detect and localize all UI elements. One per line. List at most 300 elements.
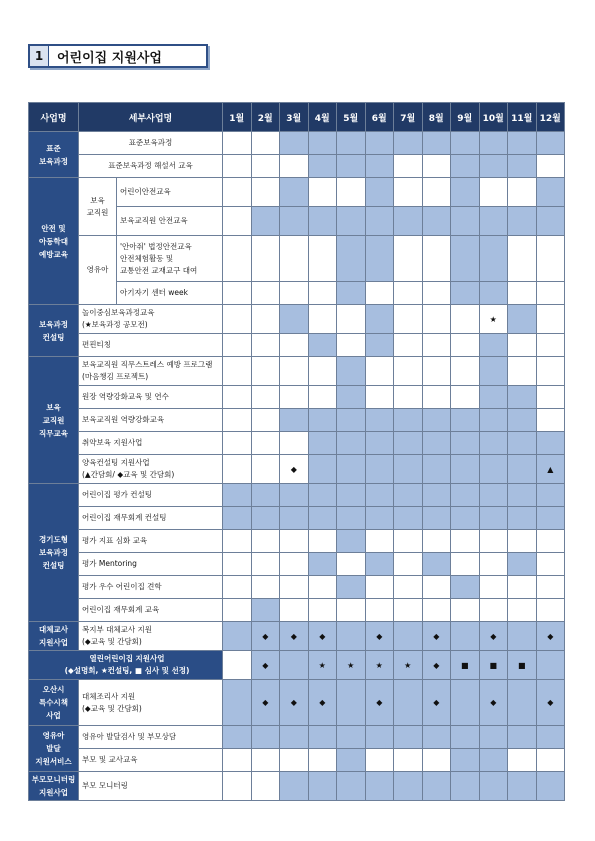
detail-cell: 표준보육과정 해설서 교육	[79, 155, 223, 178]
month-cell	[280, 622, 309, 651]
month-cell	[251, 772, 280, 801]
schedule-mark: ◆	[547, 631, 554, 641]
month-cell	[536, 772, 565, 801]
month-cell	[536, 207, 565, 236]
header-month: 1월	[223, 103, 252, 132]
month-cell	[308, 726, 337, 749]
month-cell	[280, 726, 309, 749]
schedule-mark: ◆	[376, 631, 383, 641]
header-row	[29, 103, 565, 132]
month-cell	[394, 680, 423, 726]
month-cell	[251, 357, 280, 386]
month-cell	[422, 576, 451, 599]
plan-row	[29, 178, 565, 207]
month-cell	[451, 236, 480, 282]
plan-row	[29, 576, 565, 599]
month-cell	[223, 622, 252, 651]
month-cell	[223, 357, 252, 386]
month-cell	[422, 132, 451, 155]
month-cell	[251, 576, 280, 599]
schedule-mark: ◆	[490, 698, 497, 707]
header-month: 3월	[280, 103, 309, 132]
month-cell	[394, 772, 423, 801]
month-cell	[308, 132, 337, 155]
month-cell	[422, 236, 451, 282]
month-cell	[223, 178, 252, 207]
month-cell	[280, 305, 309, 334]
month-cell	[536, 680, 565, 726]
month-cell	[308, 651, 337, 680]
month-cell	[479, 409, 508, 432]
month-cell	[508, 282, 537, 305]
month-cell	[223, 749, 252, 772]
month-cell	[337, 507, 366, 530]
schedule-mark: ◆	[376, 698, 383, 707]
month-cell	[479, 772, 508, 801]
month-cell	[337, 530, 366, 553]
header-month: 6월	[365, 103, 394, 132]
month-cell	[223, 282, 252, 305]
month-cell	[451, 132, 480, 155]
month-cell	[251, 599, 280, 622]
month-cell	[365, 305, 394, 334]
month-cell	[394, 178, 423, 207]
month-cell	[536, 409, 565, 432]
schedule-mark: ◆	[490, 631, 497, 641]
subcategory-cell: 영유아	[79, 236, 117, 305]
detail-cell: '안아줘' 법정안전교육 안전체험활동 및 교통안전 교재교구 대여	[117, 236, 223, 282]
month-cell	[536, 386, 565, 409]
month-cell	[280, 207, 309, 236]
month-cell	[251, 484, 280, 507]
header-month: 4월	[308, 103, 337, 132]
month-cell	[308, 772, 337, 801]
month-cell	[365, 132, 394, 155]
month-cell	[280, 484, 309, 507]
month-cell	[394, 576, 423, 599]
month-cell	[337, 599, 366, 622]
month-cell	[280, 178, 309, 207]
schedule-mark: ★	[318, 660, 326, 670]
month-cell	[223, 432, 252, 455]
month-cell	[536, 155, 565, 178]
month-cell	[308, 305, 337, 334]
month-cell	[365, 386, 394, 409]
month-cell	[536, 305, 565, 334]
month-cell	[308, 432, 337, 455]
month-cell	[508, 357, 537, 386]
month-cell	[536, 132, 565, 155]
month-cell	[308, 749, 337, 772]
month-cell	[337, 386, 366, 409]
header-month: 9월	[451, 103, 480, 132]
detail-cell: 아기자기 센터 week	[117, 282, 223, 305]
month-cell	[251, 553, 280, 576]
month-cell	[223, 530, 252, 553]
month-cell	[394, 282, 423, 305]
month-cell	[479, 553, 508, 576]
month-cell	[251, 507, 280, 530]
plan-row	[29, 484, 565, 507]
month-cell	[337, 651, 366, 680]
month-cell	[365, 207, 394, 236]
detail-cell: 평가 우수 어린이집 견학	[79, 576, 223, 599]
month-cell	[365, 236, 394, 282]
detail-cell: 어린이집 재무회계 컨설팅	[79, 507, 223, 530]
section-title	[28, 44, 208, 68]
month-cell	[251, 726, 280, 749]
month-cell	[536, 507, 565, 530]
month-cell	[223, 409, 252, 432]
month-cell	[394, 749, 423, 772]
month-cell	[337, 334, 366, 357]
month-cell	[479, 455, 508, 484]
schedule-mark: ★	[404, 660, 412, 670]
month-cell	[280, 155, 309, 178]
schedule-mark: ◆	[433, 698, 440, 707]
month-cell	[251, 749, 280, 772]
month-cell	[223, 680, 252, 726]
month-cell	[451, 651, 480, 680]
month-cell	[223, 576, 252, 599]
month-cell	[308, 530, 337, 553]
month-cell	[223, 651, 252, 680]
month-cell	[451, 155, 480, 178]
category-cell: 보육 교직원 직무교육	[29, 357, 79, 484]
month-cell	[337, 726, 366, 749]
schedule-mark: ◆	[319, 631, 326, 641]
category-cell: 부모모니터링 지원사업	[29, 772, 79, 801]
month-cell	[280, 236, 309, 282]
month-cell	[337, 207, 366, 236]
schedule-mark: ◆	[319, 698, 326, 707]
header-month: 5월	[337, 103, 366, 132]
header-month: 10월	[479, 103, 508, 132]
month-cell	[394, 334, 423, 357]
month-cell	[479, 484, 508, 507]
month-cell	[394, 409, 423, 432]
month-cell	[308, 334, 337, 357]
month-cell	[508, 749, 537, 772]
category-cell: 보육과정 컨설팅	[29, 305, 79, 357]
schedule-mark: ▲	[547, 464, 554, 474]
month-cell	[451, 530, 480, 553]
month-cell	[308, 409, 337, 432]
month-cell	[280, 386, 309, 409]
month-cell	[365, 507, 394, 530]
month-cell	[337, 772, 366, 801]
month-cell	[536, 282, 565, 305]
month-cell	[337, 484, 366, 507]
month-cell	[251, 432, 280, 455]
month-cell	[280, 132, 309, 155]
month-cell	[422, 455, 451, 484]
detail-cell: 어린이안전교육	[117, 178, 223, 207]
month-cell	[479, 432, 508, 455]
month-cell	[536, 357, 565, 386]
month-cell	[451, 305, 480, 334]
detail-cell: 편핀티칭	[79, 334, 223, 357]
month-cell	[308, 386, 337, 409]
month-cell	[508, 530, 537, 553]
category-cell: 영유아 발달 지원서비스	[29, 726, 79, 772]
month-cell	[536, 334, 565, 357]
month-cell	[337, 749, 366, 772]
month-cell	[422, 305, 451, 334]
detail-cell: 어린이집 재무회계 교육	[79, 599, 223, 622]
detail-cell: 평가 지표 심화 교육	[79, 530, 223, 553]
month-cell	[508, 386, 537, 409]
plan-row	[29, 772, 565, 801]
month-cell	[508, 432, 537, 455]
month-cell	[365, 680, 394, 726]
month-cell	[508, 553, 537, 576]
plan-row	[29, 132, 565, 155]
month-cell	[337, 553, 366, 576]
month-cell	[251, 530, 280, 553]
month-cell	[223, 236, 252, 282]
schedule-mark: ◆	[262, 698, 269, 707]
month-cell	[394, 455, 423, 484]
plan-row	[29, 599, 565, 622]
month-cell	[280, 576, 309, 599]
month-cell	[365, 432, 394, 455]
month-cell	[422, 530, 451, 553]
month-cell	[251, 236, 280, 282]
month-cell	[508, 680, 537, 726]
plan-row	[29, 622, 565, 651]
month-cell	[223, 207, 252, 236]
month-cell	[223, 305, 252, 334]
month-cell	[451, 409, 480, 432]
month-cell	[280, 334, 309, 357]
month-cell	[508, 772, 537, 801]
month-cell	[365, 455, 394, 484]
plan-row	[29, 749, 565, 772]
month-cell	[479, 334, 508, 357]
header-month: 2월	[251, 103, 280, 132]
month-cell	[308, 553, 337, 576]
month-cell	[337, 576, 366, 599]
month-cell	[308, 599, 337, 622]
plan-row	[29, 507, 565, 530]
month-cell	[251, 651, 280, 680]
month-cell	[280, 599, 309, 622]
month-cell	[479, 651, 508, 680]
month-cell	[365, 334, 394, 357]
month-cell	[508, 305, 537, 334]
month-cell	[536, 726, 565, 749]
month-cell	[479, 530, 508, 553]
month-cell	[394, 599, 423, 622]
month-cell	[308, 455, 337, 484]
month-cell	[422, 207, 451, 236]
month-cell	[251, 622, 280, 651]
month-cell	[451, 207, 480, 236]
header-category: 사업명	[29, 103, 79, 132]
plan-row	[29, 386, 565, 409]
month-cell	[337, 236, 366, 282]
month-cell	[508, 576, 537, 599]
detail-cell: 원장 역량강화교육 및 연수	[79, 386, 223, 409]
schedule-mark: ◆	[547, 698, 554, 707]
month-cell	[451, 576, 480, 599]
month-cell	[308, 236, 337, 282]
month-cell	[422, 749, 451, 772]
plan-row	[29, 530, 565, 553]
month-cell	[422, 599, 451, 622]
month-cell	[308, 484, 337, 507]
month-cell	[223, 334, 252, 357]
month-cell	[479, 282, 508, 305]
month-cell	[451, 386, 480, 409]
month-cell	[223, 132, 252, 155]
month-cell	[422, 726, 451, 749]
header-month: 11월	[508, 103, 537, 132]
month-cell	[308, 680, 337, 726]
month-cell	[451, 484, 480, 507]
month-cell	[536, 553, 565, 576]
schedule-mark: ★	[375, 660, 383, 670]
month-cell	[451, 726, 480, 749]
month-cell	[451, 749, 480, 772]
month-cell	[479, 357, 508, 386]
month-cell	[280, 749, 309, 772]
month-cell	[251, 132, 280, 155]
month-cell	[479, 236, 508, 282]
month-cell	[280, 507, 309, 530]
month-cell	[536, 432, 565, 455]
month-cell	[451, 455, 480, 484]
month-cell	[308, 207, 337, 236]
month-cell	[337, 305, 366, 334]
month-cell	[508, 178, 537, 207]
month-cell	[223, 507, 252, 530]
month-cell	[365, 409, 394, 432]
month-cell	[479, 207, 508, 236]
detail-cell: 부모 및 교사교육	[79, 749, 223, 772]
month-cell	[223, 155, 252, 178]
detail-cell: 표준보육과정	[79, 132, 223, 155]
month-cell	[479, 749, 508, 772]
month-cell	[365, 599, 394, 622]
month-cell	[479, 599, 508, 622]
month-cell	[365, 576, 394, 599]
schedule-mark: ◆	[433, 631, 440, 641]
detail-cell: 보육교직원 직무스트레스 예방 프로그램 (마음챙김 프로젝트)	[79, 357, 223, 386]
schedule-mark: ★	[347, 660, 355, 670]
month-cell	[251, 334, 280, 357]
month-cell	[251, 680, 280, 726]
month-cell	[280, 455, 309, 484]
month-cell	[422, 334, 451, 357]
month-cell	[337, 455, 366, 484]
month-cell	[251, 207, 280, 236]
category-cell: 경기도형 보육과정 컨설팅	[29, 484, 79, 622]
month-cell	[223, 726, 252, 749]
month-cell	[394, 622, 423, 651]
detail-cell: 평가 Mentoring	[79, 553, 223, 576]
month-cell	[251, 178, 280, 207]
month-cell	[479, 155, 508, 178]
month-cell	[280, 651, 309, 680]
month-cell	[394, 132, 423, 155]
month-cell	[251, 386, 280, 409]
month-cell	[508, 236, 537, 282]
month-cell	[337, 432, 366, 455]
header-month: 12월	[536, 103, 565, 132]
month-cell	[508, 155, 537, 178]
month-cell	[479, 178, 508, 207]
schedule-mark: ■	[489, 660, 498, 670]
plan-row	[29, 305, 565, 334]
month-cell	[479, 386, 508, 409]
month-cell	[479, 726, 508, 749]
month-cell	[308, 155, 337, 178]
month-cell	[280, 680, 309, 726]
month-cell	[365, 155, 394, 178]
month-cell	[365, 622, 394, 651]
month-cell	[280, 553, 309, 576]
month-cell	[394, 726, 423, 749]
month-cell	[451, 357, 480, 386]
month-cell	[223, 386, 252, 409]
plan-row	[29, 432, 565, 455]
detail-cell: 놀이중심보육과정교육 (★보육과정 공모전)	[79, 305, 223, 334]
category-cell: 안전 및 아동학대 예방교육	[29, 178, 79, 305]
month-cell	[394, 507, 423, 530]
plan-row	[29, 455, 565, 484]
month-cell	[394, 651, 423, 680]
month-cell	[536, 484, 565, 507]
month-cell	[251, 282, 280, 305]
category-cell: 표준 보육과정	[29, 132, 79, 178]
month-cell	[479, 132, 508, 155]
plan-row	[29, 651, 565, 680]
month-cell	[451, 622, 480, 651]
month-cell	[280, 409, 309, 432]
month-cell	[337, 282, 366, 305]
month-cell	[251, 409, 280, 432]
month-cell	[422, 553, 451, 576]
detail-cell: 열린어린이집 지원사업 (◆설명회, ★컨설팅, ■ 심사 및 선정)	[29, 651, 223, 680]
plan-row	[29, 409, 565, 432]
month-cell	[337, 155, 366, 178]
category-cell: 대체교사 지원사업	[29, 622, 79, 651]
month-cell	[479, 622, 508, 651]
plan-row	[29, 357, 565, 386]
month-cell	[508, 455, 537, 484]
detail-cell: 부모 모니터링	[79, 772, 223, 801]
month-cell	[479, 680, 508, 726]
month-cell	[536, 651, 565, 680]
month-cell	[451, 772, 480, 801]
month-cell	[422, 386, 451, 409]
month-cell	[479, 576, 508, 599]
month-cell	[536, 749, 565, 772]
month-cell	[365, 726, 394, 749]
month-cell	[508, 484, 537, 507]
month-cell	[280, 432, 309, 455]
month-cell	[508, 651, 537, 680]
schedule-mark: ◆	[290, 464, 297, 474]
month-cell	[394, 207, 423, 236]
month-cell	[365, 178, 394, 207]
month-cell	[394, 530, 423, 553]
month-cell	[508, 726, 537, 749]
month-cell	[508, 132, 537, 155]
plan-row	[29, 680, 565, 726]
